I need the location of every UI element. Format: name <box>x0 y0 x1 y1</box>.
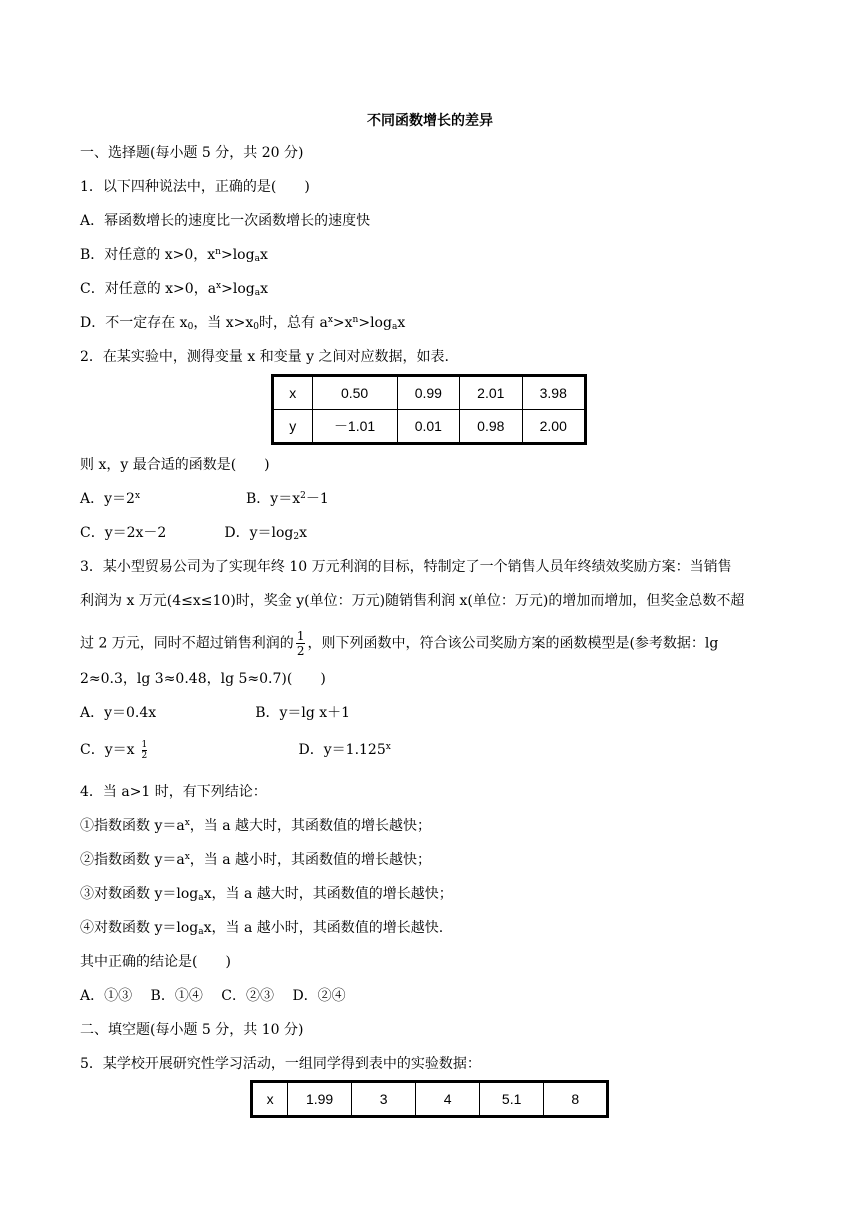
question-4-options: A．①③ B．①④ C．②③ D．②④ <box>80 988 346 1004</box>
table-cell: 0.98 <box>460 410 522 444</box>
table-cell: －1.01 <box>312 410 397 444</box>
question-1-option-c: C．对任意的 x>0，$a^x>\log_ax$ <box>80 281 269 298</box>
question-3-line-1: 3．某小型贸易公司为了实现年终 10 万元利润的目标，特制定了一个销售人员年终绩效奖励方案：当销售 <box>80 559 732 575</box>
table-row <box>273 376 586 410</box>
question-4-statement-4: ④对数函数 $y=\log_ax$，当 a 越小时，其函数值的增长越快. <box>80 920 444 937</box>
table-cell: x <box>252 1082 288 1117</box>
question-2-option-d: D．$y=\log_2x$ <box>224 525 307 542</box>
table-cell: 2.01 <box>460 376 522 410</box>
table-cell: 3.98 <box>522 376 585 410</box>
question-2-option-c: C．y＝2x－2 <box>80 525 167 541</box>
question-1-stem: 1．以下四种说法中，正确的是( ) <box>80 179 310 195</box>
question-3-option-c: C．y＝x 1 2 <box>80 740 148 761</box>
question-2-option-a: A．$y=2^x$ <box>80 491 141 507</box>
question-3-line-2: 利润为 x 万元(4≤x≤10)时，奖金 y(单位：万元)随销售利润 x(单位：万元)的增加而增加，但奖金总数不超 <box>80 593 745 609</box>
question-2-stem: 2．在某实验中，测得变量 x 和变量 y 之间对应数据，如表. <box>80 349 449 365</box>
table-cell: 3 <box>351 1082 416 1117</box>
table-cell: 0.01 <box>397 410 459 444</box>
section-heading-fill-in: 二、填空题(每小题 5 分，共 10 分) <box>80 1022 304 1038</box>
question-4-statement-1: ①指数函数 $y=a^x$，当 a 越大时，其函数值的增长越快； <box>80 818 432 834</box>
question-4-statement-3: ③对数函数 $y=\log_ax$，当 a 越大时，其函数值的增长越快； <box>80 886 453 903</box>
question-3-option-a: A．y＝0.4x <box>80 705 157 721</box>
table-cell: 2.00 <box>522 410 585 444</box>
table-cell: y <box>273 410 313 444</box>
question-4-statement-2: ②指数函数 $y=a^x$，当 a 越小时，其函数值的增长越快； <box>80 852 432 868</box>
question-1-option-a: A．幂函数增长的速度比一次函数增长的速度快 <box>80 213 371 229</box>
question-3-option-d: D．$y=1.125^x$ <box>298 742 391 758</box>
question-2-options-cd <box>80 523 307 543</box>
question-2-options-ab <box>80 489 329 509</box>
table-cell: 8 <box>544 1082 608 1117</box>
table-cell: 0.50 <box>312 376 397 410</box>
question-2-option-b: B．$y=x^2-1$ <box>246 491 329 507</box>
table-cell: 5.1 <box>479 1082 544 1117</box>
question-3-line-4: 2≈0.3，lg 3≈0.48，lg 5≈0.7)( ) <box>80 671 326 687</box>
question-4-stem: 4．当 a>1 时，有下列结论： <box>80 784 267 800</box>
question-5-data-table <box>250 1080 609 1118</box>
question-2-data-table <box>271 374 587 445</box>
question-1-option-d: D．不一定存在 $x_0$，当 $x>x_0$时，总有 $a^x>x^n>\log_ax$ <box>80 315 406 332</box>
table-cell: 1.99 <box>288 1082 352 1117</box>
question-3-options-cd <box>80 740 391 760</box>
table-row <box>273 410 586 444</box>
question-3-option-b: B．y＝lg x＋1 <box>255 705 351 721</box>
question-2-ask: 则 x，y 最合适的函数是( ) <box>80 457 270 473</box>
table-cell: 4 <box>416 1082 480 1117</box>
page-title: 不同函数增长的差异 <box>367 113 493 129</box>
fraction-one-half: $\frac{1}{2}$ <box>296 629 305 658</box>
question-5-stem: 5．某学校开展研究性学习活动，一组同学得到表中的实验数据： <box>80 1056 481 1072</box>
question-3-line-3: 过 2 万元，同时不超过销售利润的 $\frac{1}{2}$ ，则下列函数中，符合该公司奖励方案的函数模型是(参考数据：lg <box>80 629 719 658</box>
table-row <box>252 1082 608 1117</box>
table-cell: x <box>273 376 313 410</box>
question-4-ask: 其中正确的结论是( ) <box>80 954 231 970</box>
question-1-option-b: B．对任意的 x>0，$x^n>\log_ax$ <box>80 247 268 264</box>
question-3-options-ab <box>80 703 350 723</box>
table-cell: 0.99 <box>397 376 459 410</box>
section-heading-choice: 一、选择题(每小题 5 分，共 20 分) <box>80 145 304 161</box>
